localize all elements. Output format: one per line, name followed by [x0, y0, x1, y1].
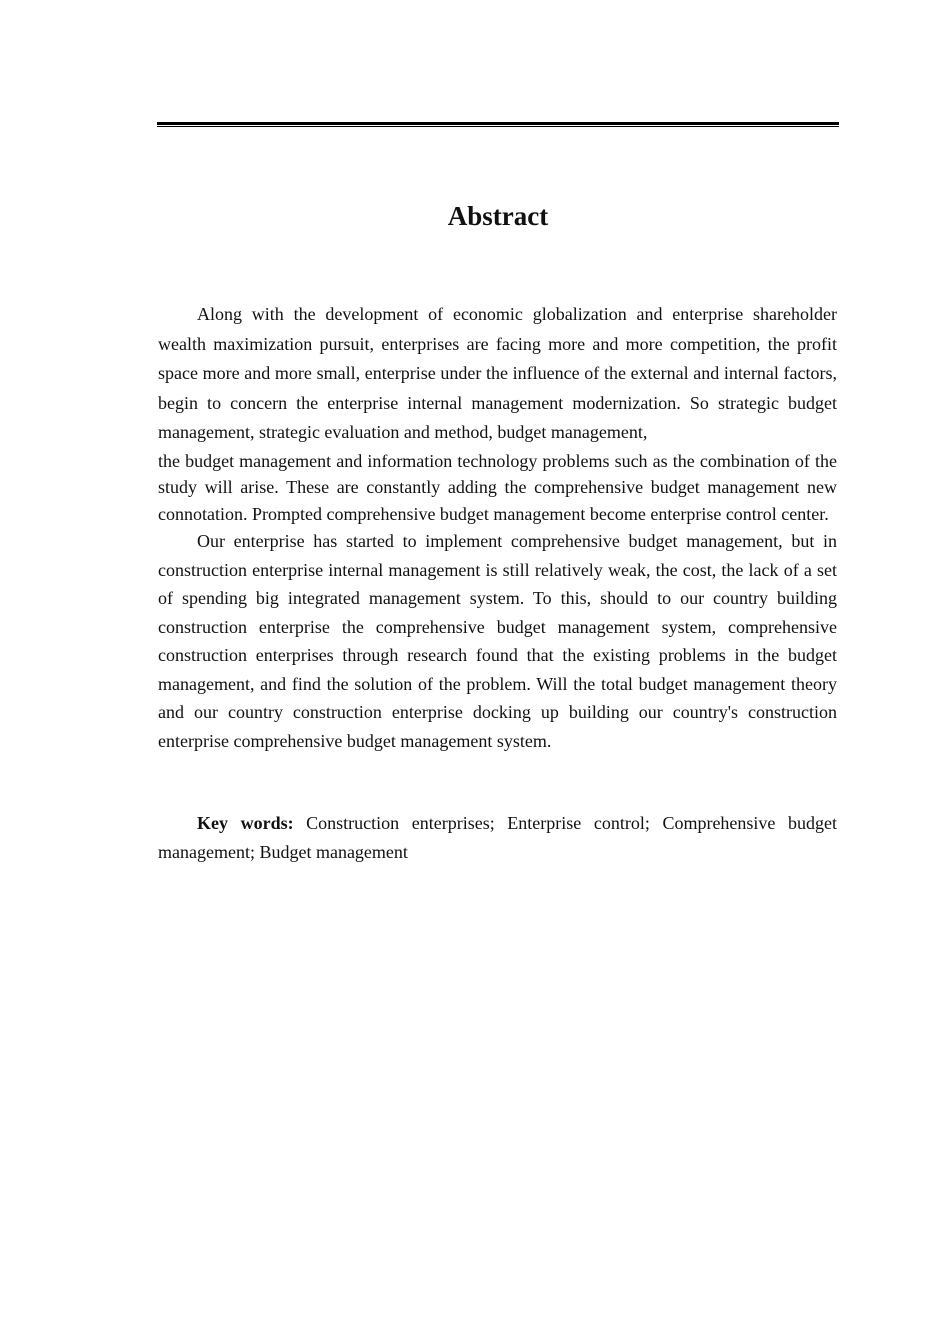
header-rule-thick [157, 122, 839, 125]
abstract-paragraph-1-part-1: Along with the development of economic globalization and enterprise shareholder wealth maximization pursuit, enterprises are facing more and more competition, the profit space more and more small, enterprise under the influence of the external and internal factors, begin to concern the enterprise internal management modernization. So strategic budget management, strategic evaluation and method, budget management, [158, 304, 837, 442]
abstract-paragraph-2: Our enterprise has started to implement comprehensive budget management, but in construction enterprise internal management is still relatively weak, the cost, the lack of a set of spending big integrated management system. To this, should to our country building construction enterprise the comprehensive budget management system, comprehensive construction enterprises through research found that the existing problems in the budget management, and find the solution of the problem. Will the total budget management theory and our country construction enterprise docking up building our country's construction enterprise comprehensive budget management system. [158, 531, 837, 751]
header-rule-thin [157, 126, 839, 127]
keywords-text: Construction enterprises; Enterprise control; Comprehensive budget management; Budget management [158, 813, 837, 862]
page-title: Abstract [447, 201, 549, 231]
abstract-paragraph-1-part-2: the budget management and information technology problems such as the combination of the study will arise. These are constantly adding the comprehensive budget management new connotation. Prompted comprehensive budget management become enterprise control center. [158, 450, 837, 524]
abstract-body [158, 300, 837, 755]
keywords-label: Key words: [197, 813, 294, 833]
keywords-line [158, 809, 837, 866]
